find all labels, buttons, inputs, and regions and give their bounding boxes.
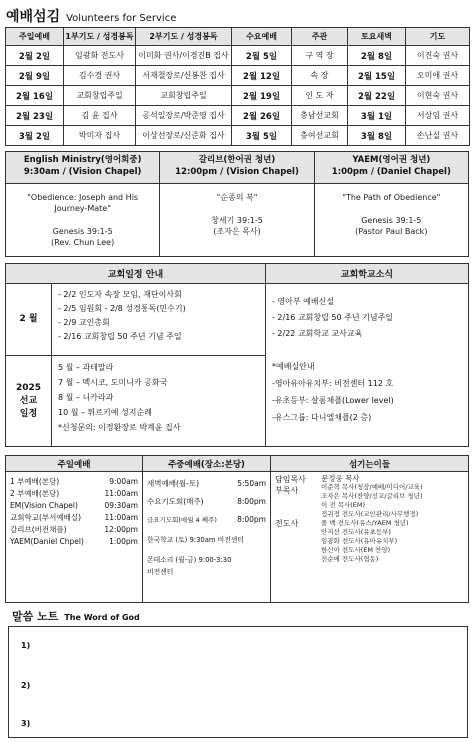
sermon-title-line: Journey-Mate" bbox=[54, 204, 111, 213]
table-cell: 3월 2일 bbox=[6, 126, 64, 146]
table-row bbox=[6, 106, 470, 126]
table-cell: 임광화 전도사 bbox=[64, 46, 136, 66]
table-cell: 2월 22일 bbox=[348, 86, 406, 106]
table-cell: 이현숙 권사 bbox=[406, 86, 470, 106]
service-time: 12:00pm / (Vision Chapel) bbox=[175, 167, 299, 177]
worship-time: 12:00pm bbox=[104, 525, 138, 534]
church-info-box bbox=[5, 263, 469, 447]
list-item: 7 월 – 멕시코, 도미니카 공화국 bbox=[58, 378, 168, 387]
table-row bbox=[6, 46, 470, 66]
clergy-header: 섬기는이들 bbox=[271, 456, 468, 472]
february-events bbox=[52, 284, 265, 356]
service-english-ministry bbox=[6, 152, 160, 256]
service-name: English Ministry(영어회중) bbox=[23, 155, 142, 165]
preacher: (Rev. Chun Lee) bbox=[51, 238, 115, 247]
clergy-name: 정귀정 전도사(교인관리/사무행정) bbox=[321, 510, 419, 518]
clergy-name: 문정웅 목사 bbox=[321, 474, 360, 483]
table-cell: 2월 23일 bbox=[6, 106, 64, 126]
page-title bbox=[6, 6, 176, 24]
weekday-header: 주중예배(장소:본당) bbox=[143, 456, 270, 472]
service-body bbox=[342, 184, 440, 237]
table-cell: 이상선장로/신준화 집사 bbox=[136, 126, 232, 146]
worship-time: 11:00am bbox=[104, 513, 138, 522]
list-item: 비전센터 bbox=[147, 568, 174, 576]
table-cell: 서재철장로/신봉찬 집사 bbox=[136, 66, 232, 86]
list-item: 수요기도회(매주) 8:00pm bbox=[147, 497, 266, 506]
table-cell: 충여선교회 bbox=[292, 126, 348, 146]
sermon-title-line: "Obedience: Joseph and His bbox=[27, 193, 139, 202]
list-item: 10 월 – 튀르키예 성지순례 bbox=[58, 408, 152, 417]
sermon-title-line: "The Path of Obedience" bbox=[342, 193, 441, 202]
table-cell: 3월 1일 bbox=[348, 106, 406, 126]
schedule-header: 주관 bbox=[292, 28, 348, 46]
list-item: - 2/16 교회창립 50 주년 기념 주일 bbox=[58, 332, 182, 341]
table-row bbox=[6, 66, 470, 86]
clergy-role: 부목사 bbox=[275, 486, 299, 495]
service-body bbox=[211, 184, 263, 237]
list-item: - 2/16 교회창립 50 주년 기념주일 bbox=[272, 313, 394, 322]
table-cell: 2월 15일 bbox=[348, 66, 406, 86]
table-cell: 교회창립주일 bbox=[64, 86, 136, 106]
page-title-sub: Volunteers for Service bbox=[66, 13, 177, 24]
clergy-name: 이 전 목사(EM) bbox=[321, 501, 366, 509]
list-item: - 2/22 교회학교 교사교육 bbox=[272, 329, 363, 338]
list-item: - 2/9 교인총회 bbox=[58, 318, 110, 327]
schedule-header: 기도 bbox=[406, 28, 470, 46]
worship-times-box bbox=[5, 455, 469, 603]
clergy-name: 조자은 목사(찬양/선교/갈리브 청년) bbox=[321, 492, 423, 500]
page-title-main: 예배섬김 bbox=[6, 9, 61, 25]
weekday-worship bbox=[143, 456, 271, 602]
worship-time: 1:00pm bbox=[109, 537, 138, 546]
worship-time: 11:00am bbox=[104, 489, 138, 498]
table-cell: 이미화 권사/이경진B 집사 bbox=[136, 46, 232, 66]
sermon-title-line: "순종의 복" bbox=[216, 193, 258, 202]
table-cell: 김수경 권사 bbox=[64, 66, 136, 86]
service-schedule-table bbox=[5, 27, 470, 146]
table-cell: 박미자 집사 bbox=[64, 126, 136, 146]
note-line-1: 1) bbox=[21, 641, 31, 650]
scripture: Genesis 39:1-5 bbox=[52, 227, 113, 236]
table-row bbox=[6, 126, 470, 146]
table-cell: 손난실 권사 bbox=[406, 126, 470, 146]
word-title-ko: 말씀 노트 bbox=[12, 610, 59, 623]
list-item: 한국학교 (토) 9:30am 비전센터 bbox=[147, 536, 244, 544]
table-cell: 2월 12일 bbox=[232, 66, 292, 86]
table-cell: 충남선교회 bbox=[292, 106, 348, 126]
table-cell: 3월 8일 bbox=[348, 126, 406, 146]
scripture: Genesis 39:1-5 bbox=[361, 216, 422, 225]
worship-time: 09:30am bbox=[104, 501, 138, 510]
clergy-list bbox=[271, 456, 468, 602]
table-cell: 3월 5일 bbox=[232, 126, 292, 146]
list-item: YAEM(Daniel Chpel) bbox=[10, 537, 84, 546]
list-item: *신청문의: 이정환장로 박계윤 집사 bbox=[58, 423, 181, 432]
schedule-header: 수요예배 bbox=[232, 28, 292, 46]
note-line-2: 2) bbox=[21, 681, 31, 690]
list-item: 8 월 – 니카라과 bbox=[58, 393, 114, 402]
church-schedule-header: 교회일정 안내 bbox=[6, 264, 266, 283]
clergy-name: 이준혁 목사(청장/예배/미디어/교육) bbox=[321, 483, 423, 491]
service-name: YAEM(영어권 청년) bbox=[352, 155, 431, 165]
list-item: *예배실안내 bbox=[272, 362, 315, 371]
list-item: 1 부예배(본당) bbox=[10, 477, 60, 486]
table-cell: 김 윤 집사 bbox=[64, 106, 136, 126]
list-item: - 2/5 임원회 - 2/8 성경통독(민수기) bbox=[58, 304, 186, 313]
word-notes-title bbox=[12, 608, 140, 624]
list-item: 새벽예배(월-토) 5:50am bbox=[147, 479, 266, 488]
mission-events bbox=[52, 356, 265, 446]
table-cell: 공석일장로/박준영 집사 bbox=[136, 106, 232, 126]
service-time: 1:00pm / (Daniel Chapel) bbox=[331, 167, 451, 177]
table-cell: 2월 9일 bbox=[6, 66, 64, 86]
list-item: 몬테소리 (월-금) 9:00-3:30 bbox=[147, 556, 232, 564]
schedule-header: 2부기도 / 성경봉독 bbox=[136, 28, 232, 46]
list-item: 갈리브(비전채플) bbox=[10, 525, 67, 534]
clergy-role: 전도사 bbox=[275, 519, 299, 528]
clergy-name: 폴 백 전도사(유스/YAEM 청년) bbox=[321, 519, 409, 527]
month-label: 2 월 bbox=[6, 284, 51, 356]
list-item: -영아유아유치부: 비전센터 112 호 bbox=[272, 379, 394, 388]
table-cell: 2월 16일 bbox=[6, 86, 64, 106]
table-row bbox=[6, 86, 470, 106]
table-cell: 2월 8일 bbox=[348, 46, 406, 66]
service-name: 갈리브(한어권 청년) bbox=[198, 155, 276, 165]
service-galilee bbox=[160, 152, 314, 256]
clergy-name: 임광화 전도사(유아유치부) bbox=[321, 537, 398, 545]
schedule-header: 1부기도 / 성경봉독 bbox=[64, 28, 136, 46]
scripture: 창세기 39:1-5 bbox=[211, 216, 263, 225]
table-cell: 2월 19일 bbox=[232, 86, 292, 106]
table-cell: 이진숙 권사 bbox=[406, 46, 470, 66]
list-item: - 2/2 인도자 속장 모임, 재단이사회 bbox=[58, 290, 182, 299]
sunday-worship bbox=[6, 456, 143, 602]
table-cell: 2월 26일 bbox=[232, 106, 292, 126]
list-item: -유스그룹: 다니엘채플(2 층) bbox=[272, 413, 372, 422]
service-header bbox=[315, 152, 468, 184]
table-cell: 2월 2일 bbox=[6, 46, 64, 66]
word-title-en: The Word of God bbox=[64, 613, 140, 622]
worship-time: 9:00am bbox=[109, 477, 138, 486]
table-cell: 구 역 장 bbox=[292, 46, 348, 66]
schedule-header: 주일예배 bbox=[6, 28, 64, 46]
list-item: EM(Vision Chapel) bbox=[10, 501, 78, 510]
service-header bbox=[160, 152, 313, 184]
schedule-header: 토요새벽 bbox=[348, 28, 406, 46]
service-header bbox=[6, 152, 159, 184]
list-item: 5 월 – 과테말라 bbox=[58, 363, 114, 372]
service-body bbox=[27, 184, 138, 248]
preacher: (Pastor Paul Back) bbox=[355, 227, 428, 236]
sunday-header: 주일예배 bbox=[6, 456, 142, 472]
list-item: - 영아부 예배신설 bbox=[272, 297, 335, 306]
table-cell: 2월 5일 bbox=[232, 46, 292, 66]
list-item: 교회학교(부서예배실) bbox=[10, 513, 82, 522]
clergy-name: 전순애 전도사(협동) bbox=[321, 555, 379, 563]
clergy-name: 한신아 전도사(EM 찬양) bbox=[321, 546, 391, 554]
list-item: -유초등부: 살롬채플(Lower level) bbox=[272, 396, 394, 405]
clergy-role: 담임목사 bbox=[275, 475, 306, 484]
table-cell: 속 장 bbox=[292, 66, 348, 86]
room-guide bbox=[266, 356, 468, 446]
mission-label: 2025 선교 일정 bbox=[15, 382, 42, 419]
clergy-name: 안지선 전도사(유초등부) bbox=[321, 528, 391, 536]
service-yaem bbox=[315, 152, 468, 256]
note-line-3: 3) bbox=[21, 719, 31, 728]
sermon-notes-box[interactable] bbox=[8, 626, 468, 738]
service-time: 9:30am / (Vision Chapel) bbox=[23, 167, 142, 177]
preacher: (조자은 목사) bbox=[213, 227, 261, 236]
schedule-header-row bbox=[6, 28, 470, 46]
table-cell: 교회창립주일 bbox=[136, 86, 232, 106]
list-item: 금요기도회(매월 4 째주) 8:00pm bbox=[147, 515, 266, 524]
ministry-services bbox=[5, 151, 469, 257]
table-cell: 오미애 권사 bbox=[406, 66, 470, 86]
list-item: 2 부예배(본당) bbox=[10, 489, 60, 498]
church-school-header: 교회학교소식 bbox=[340, 270, 394, 280]
table-cell: 인 도 자 bbox=[292, 86, 348, 106]
table-cell: 서상임 권사 bbox=[406, 106, 470, 126]
school-news bbox=[266, 284, 468, 356]
